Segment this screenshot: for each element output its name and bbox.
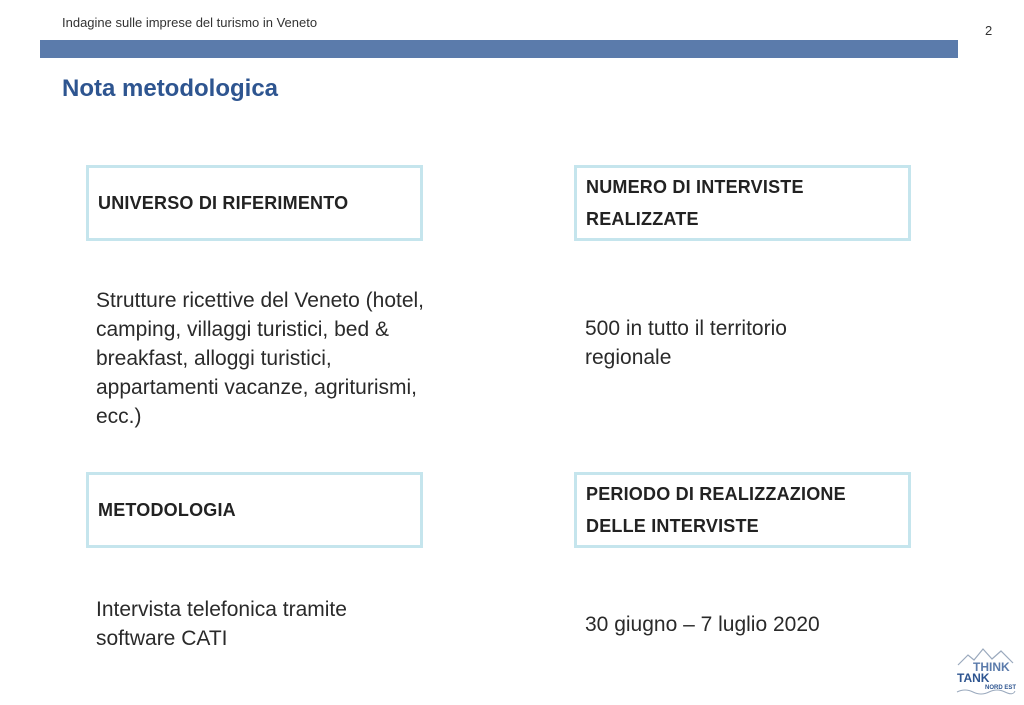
page-number: 2	[985, 23, 993, 38]
label-periodo: PERIODO DI REALIZZAZIONE DELLE INTERVISTE	[586, 484, 846, 536]
logo-tank: TANK	[957, 671, 990, 685]
content-numero-interviste: 500 in tutto il territorio regionale	[585, 317, 787, 369]
label-metodologia: METODOLOGIA	[98, 500, 236, 520]
content-metodologia: Intervista telefonica tramite software CATI	[96, 598, 347, 650]
label-universo: UNIVERSO DI RIFERIMENTO	[98, 193, 349, 213]
header-subtitle: Indagine sulle imprese del turismo in Veneto	[62, 15, 318, 30]
page-title: Nota metodologica	[62, 75, 279, 102]
label-box-universo	[86, 165, 423, 241]
header-bar	[40, 40, 958, 58]
label-box-periodo	[574, 472, 911, 548]
content-periodo: 30 giugno – 7 luglio 2020	[585, 613, 820, 636]
label-box-numero-interviste	[574, 165, 911, 241]
logo-nord-est: NORD EST	[985, 685, 1017, 691]
logo-think: THINK	[973, 660, 1010, 674]
think-tank-logo	[955, 645, 1017, 697]
label-box-metodologia	[86, 472, 423, 548]
content-universo: Strutture ricettive del Veneto (hotel, camping, villaggi turistici, bed & breakfast, alloggi turistici, appartamenti vacanze, agriturismi, ecc.)	[96, 289, 425, 428]
label-numero-interviste: NUMERO DI INTERVISTE REALIZZATE	[586, 177, 804, 229]
